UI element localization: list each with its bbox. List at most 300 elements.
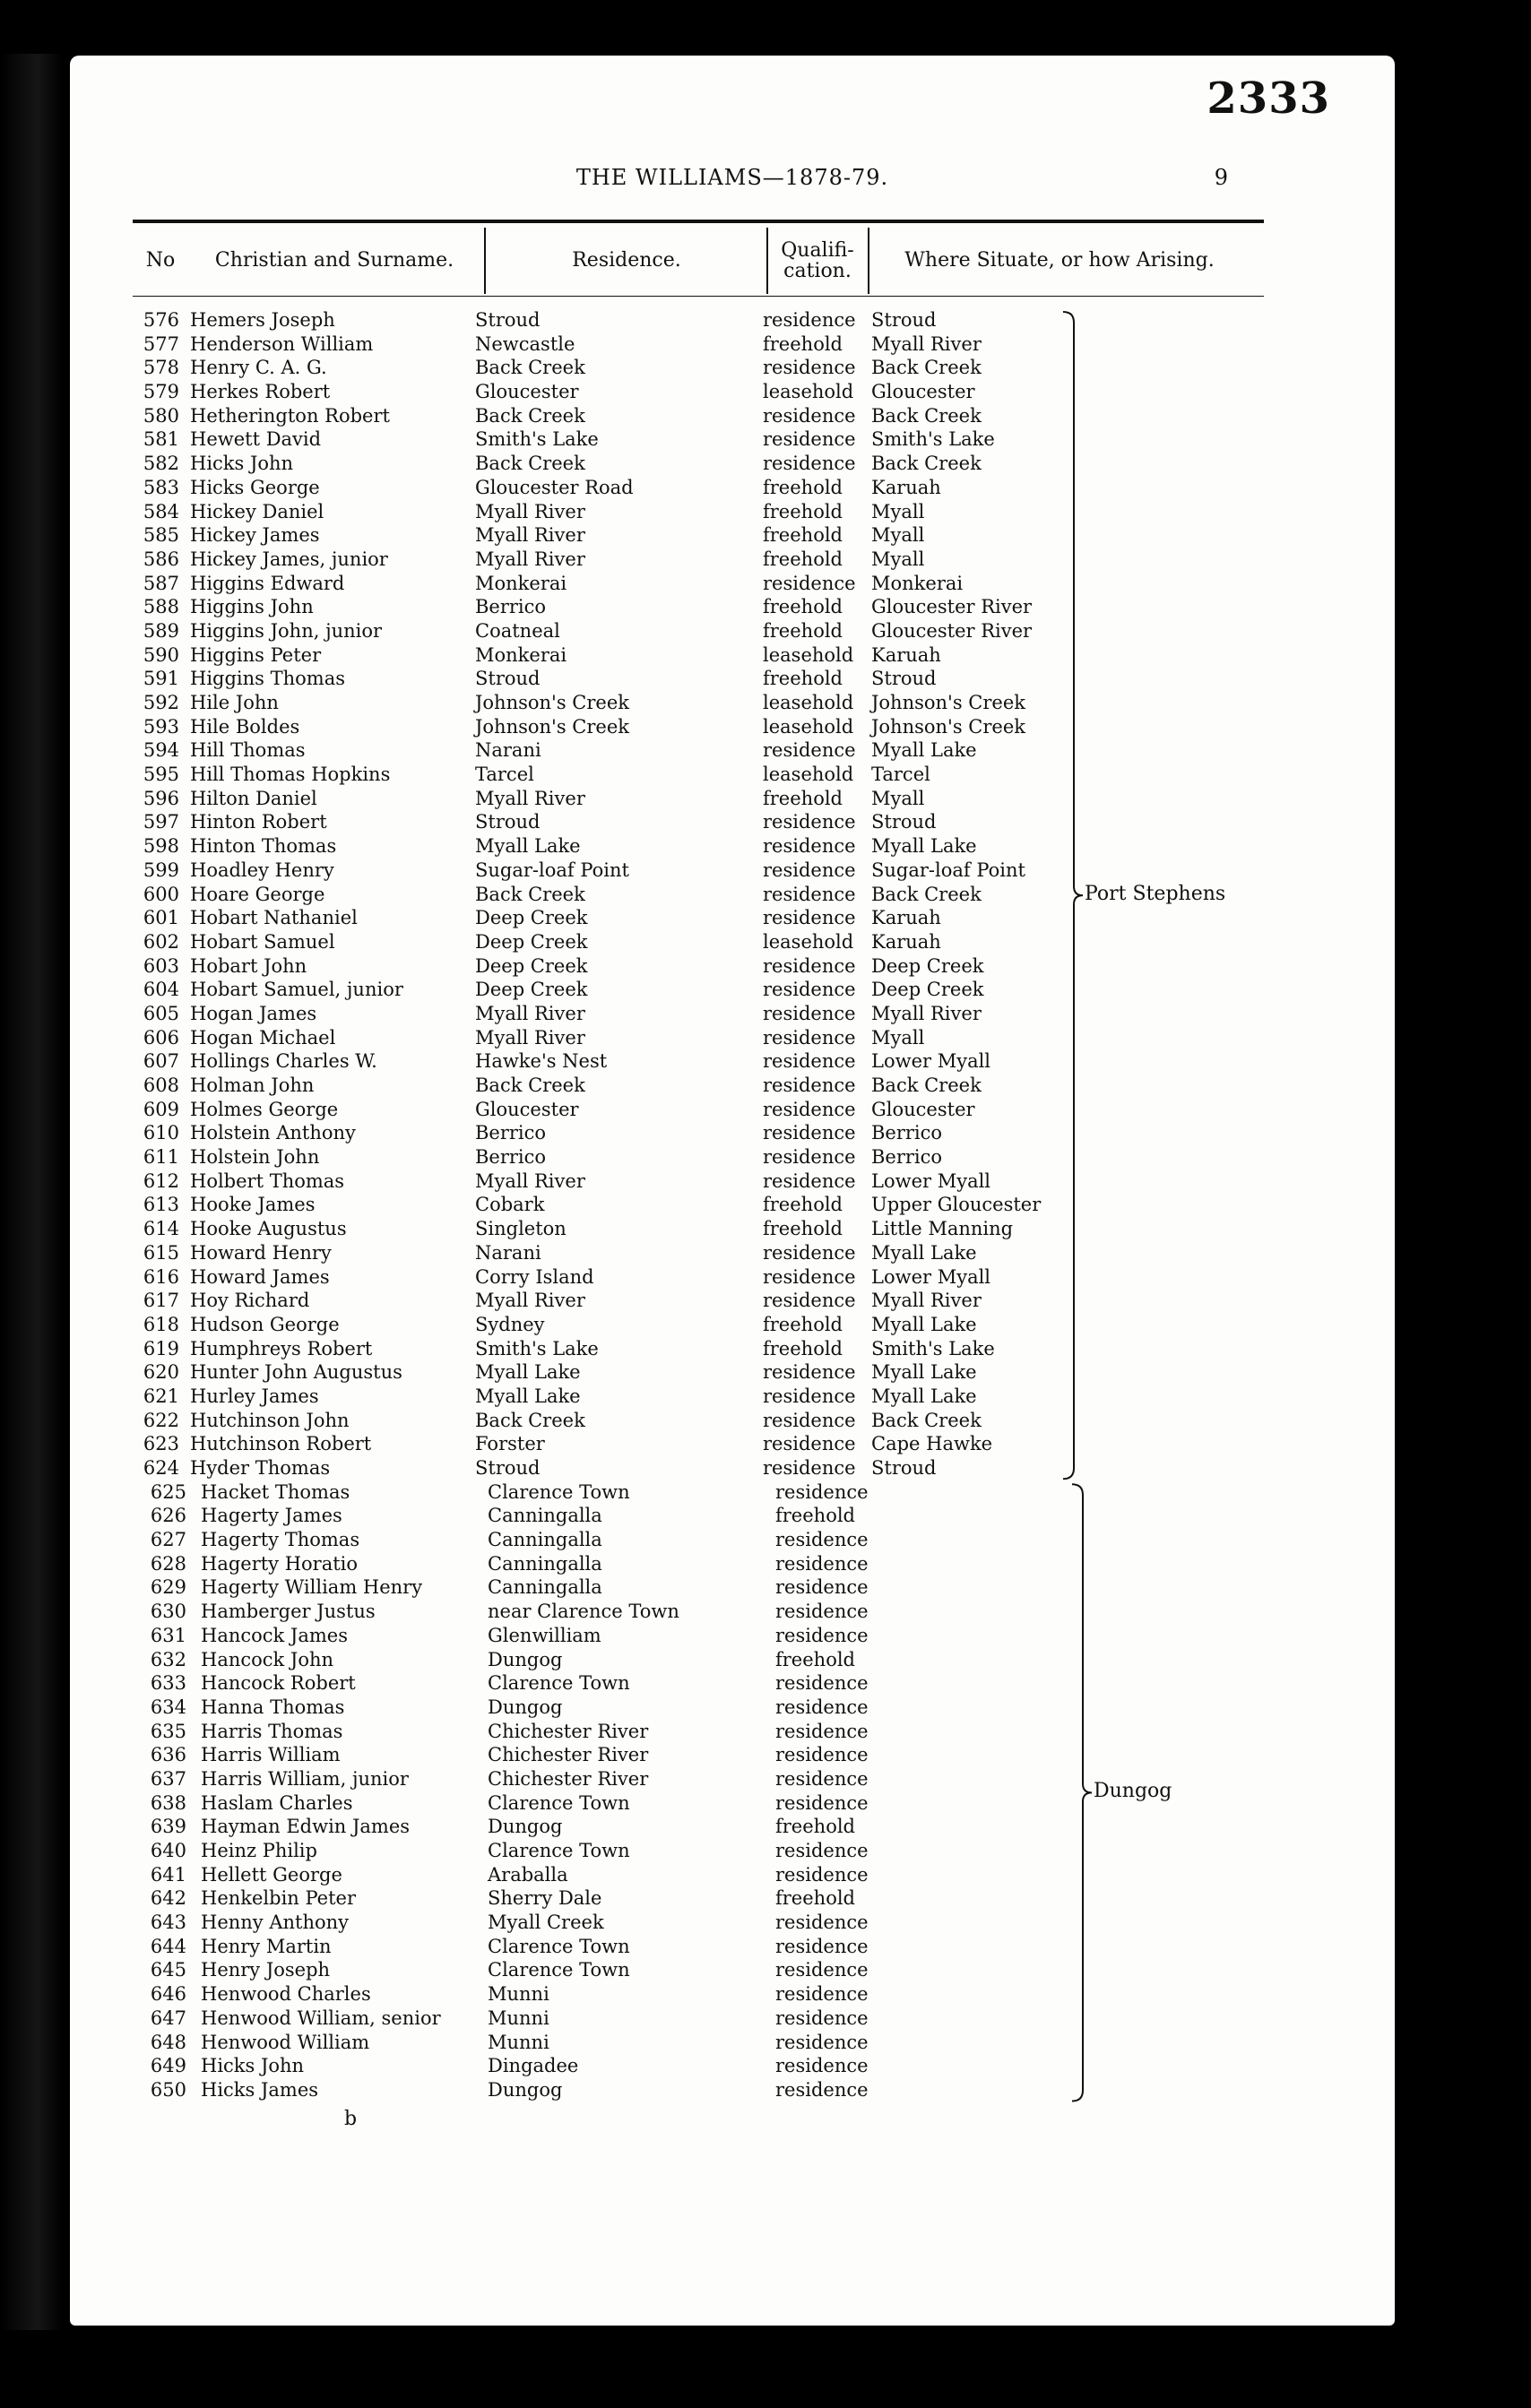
column-header-residence: Residence. xyxy=(572,249,681,272)
entry-residence: Myall River xyxy=(475,524,585,547)
entry-name: Howard Henry xyxy=(190,1241,332,1264)
entry-qualification: freehold xyxy=(763,1194,843,1216)
entry-number: 595 xyxy=(143,764,179,786)
entry-number: 591 xyxy=(143,668,179,690)
entry-qualification: residence xyxy=(763,428,856,451)
entry-residence: Myall River xyxy=(475,1169,585,1192)
entry-where-situate: Myall River xyxy=(871,332,982,355)
entry-number: 586 xyxy=(143,548,179,570)
header-bottom-rule xyxy=(133,296,1264,297)
entry-where-situate: Myall Lake xyxy=(871,1361,977,1384)
entry-qualification: residence xyxy=(775,1601,869,1623)
entry-where-situate: Little Manning xyxy=(871,1218,1014,1240)
entry-residence: Monkerai xyxy=(475,643,567,666)
entry-qualification: residence xyxy=(763,1050,856,1073)
entry-name: Henwood William xyxy=(201,2031,370,2053)
entry-name: Hicks James xyxy=(201,2078,319,2101)
entry-number: 606 xyxy=(143,1026,179,1049)
entry-qualification: freehold xyxy=(763,787,843,809)
entry-name: Hobart Samuel, junior xyxy=(190,979,403,1001)
table-row xyxy=(70,1696,1395,1720)
entry-residence: Myall River xyxy=(475,1026,585,1049)
table-row xyxy=(70,1337,1395,1361)
entry-residence: Back Creek xyxy=(475,357,585,379)
entry-residence: Dungog xyxy=(488,1696,563,1718)
entry-number: 587 xyxy=(143,572,179,594)
entry-where-situate: Gloucester River xyxy=(871,596,1033,618)
entry-where-situate: Stroud xyxy=(871,668,937,690)
entry-qualification: residence xyxy=(763,859,856,881)
entry-where-situate: Karuah xyxy=(871,643,941,666)
entry-number: 605 xyxy=(143,1002,179,1024)
entry-number: 579 xyxy=(143,381,179,403)
column-divider xyxy=(484,228,486,294)
entry-number: 626 xyxy=(150,1505,186,1527)
entry-qualification: residence xyxy=(763,1075,856,1096)
entry-residence: Johnson's Creek xyxy=(475,715,629,738)
entry-name: Hetherington Robert xyxy=(190,404,390,427)
entry-qualification: residence xyxy=(763,1146,856,1169)
table-row xyxy=(70,1265,1395,1290)
table-row xyxy=(70,1743,1395,1767)
entry-name: Henry Martin xyxy=(201,1935,332,1957)
entry-residence: Canningalla xyxy=(488,1529,602,1551)
entry-qualification: residence xyxy=(775,1624,869,1646)
entry-name: Hickey Daniel xyxy=(190,500,324,522)
table-row xyxy=(70,1074,1395,1098)
entry-number: 634 xyxy=(150,1696,186,1718)
entry-where-situate: Back Creek xyxy=(871,883,982,905)
entry-name: Hoare George xyxy=(190,883,325,905)
entry-number: 608 xyxy=(143,1075,179,1096)
entry-name: Hobart John xyxy=(190,954,307,977)
entry-residence: Back Creek xyxy=(475,1075,585,1096)
table-row xyxy=(70,1385,1395,1409)
entry-residence: Myall Creek xyxy=(488,1912,604,1934)
entry-residence: Araballa xyxy=(488,1863,568,1886)
entry-qualification: residence xyxy=(775,2007,869,2029)
table-row xyxy=(70,2007,1395,2031)
entry-qualification: residence xyxy=(763,1026,856,1049)
entry-number: 590 xyxy=(143,643,179,666)
entry-name: Henry Joseph xyxy=(201,1959,331,1981)
entry-residence: Myall River xyxy=(475,787,585,809)
entry-number: 597 xyxy=(143,811,179,833)
entry-where-situate: Myall Lake xyxy=(871,1241,977,1264)
entry-residence: Stroud xyxy=(475,668,541,690)
table-row xyxy=(70,1528,1395,1552)
table-row xyxy=(70,1193,1395,1217)
entry-qualification: residence xyxy=(775,1912,869,1934)
table-row xyxy=(70,404,1395,428)
entry-qualification: leasehold xyxy=(763,381,854,403)
entry-qualification: residence xyxy=(775,1840,869,1861)
entry-number: 646 xyxy=(150,1983,186,2006)
entry-number: 632 xyxy=(150,1648,186,1670)
entry-name: Hagerty William Henry xyxy=(201,1576,423,1599)
entry-where-situate: Deep Creek xyxy=(871,954,984,977)
entry-where-situate: Cape Hawke xyxy=(871,1433,993,1455)
entry-name: Hinton Robert xyxy=(190,811,327,833)
entry-qualification: residence xyxy=(763,979,856,1001)
entry-where-situate: Myall xyxy=(871,524,925,547)
entry-name: Hutchinson John xyxy=(190,1409,350,1431)
entry-number: 619 xyxy=(143,1337,179,1359)
entry-qualification: residence xyxy=(763,1361,856,1384)
entry-where-situate: Back Creek xyxy=(871,357,982,379)
entry-number: 612 xyxy=(143,1169,179,1192)
table-row xyxy=(70,1289,1395,1313)
entry-name: Hancock John xyxy=(201,1648,334,1670)
page-edge-shadow xyxy=(0,54,63,2330)
entry-where-situate: Stroud xyxy=(871,309,937,331)
entry-where-situate: Johnson's Creek xyxy=(871,715,1025,738)
entry-name: Heinz Philip xyxy=(201,1840,317,1861)
table-row xyxy=(70,476,1395,500)
entry-name: Hooke James xyxy=(190,1194,316,1216)
entry-where-situate: Monkerai xyxy=(871,572,964,594)
table-row xyxy=(70,954,1395,979)
entry-qualification: residence xyxy=(763,572,856,594)
entry-name: Hilton Daniel xyxy=(190,787,317,809)
entry-name: Haslam Charles xyxy=(201,1791,353,1814)
table-row xyxy=(70,1026,1395,1050)
entry-residence: Sugar-loaf Point xyxy=(475,859,629,881)
entry-name: Henderson William xyxy=(190,332,374,355)
entry-name: Henry C. A. G. xyxy=(190,357,327,379)
table-row xyxy=(70,332,1395,357)
entry-residence: Myall Lake xyxy=(475,1385,581,1407)
entry-residence: Deep Creek xyxy=(475,930,588,953)
entry-number: 599 xyxy=(143,859,179,881)
entry-number: 640 xyxy=(150,1840,186,1861)
entry-where-situate: Johnson's Creek xyxy=(871,692,1025,713)
entry-residence: Myall River xyxy=(475,500,585,522)
entry-number: 617 xyxy=(143,1290,179,1312)
entry-residence: Deep Creek xyxy=(475,907,588,929)
table-row xyxy=(70,1480,1395,1505)
entry-qualification: freehold xyxy=(775,1816,855,1838)
entry-qualification: freehold xyxy=(775,1505,855,1527)
entry-name: Hicks George xyxy=(190,476,320,498)
entry-where-situate: Myall xyxy=(871,787,925,809)
entry-where-situate: Back Creek xyxy=(871,1409,982,1431)
entry-residence: Munni xyxy=(488,1983,549,2006)
entry-number: 581 xyxy=(143,428,179,451)
table-row xyxy=(70,1575,1395,1600)
entry-residence: Johnson's Creek xyxy=(475,692,629,713)
entry-where-situate: Gloucester River xyxy=(871,619,1033,642)
entry-name: Hudson George xyxy=(190,1313,340,1335)
entry-name: Hewett David xyxy=(190,428,322,451)
entry-name: Holman John xyxy=(190,1075,315,1096)
table-row xyxy=(70,1217,1395,1241)
table-row xyxy=(70,1049,1395,1074)
entry-residence: Canningalla xyxy=(488,1552,602,1575)
table-row xyxy=(70,1241,1395,1265)
entry-name: Hogan James xyxy=(190,1002,317,1024)
entry-name: Hurley James xyxy=(190,1385,319,1407)
entry-name: Humphreys Robert xyxy=(190,1337,373,1359)
entry-where-situate: Myall Lake xyxy=(871,835,977,858)
entry-residence: Stroud xyxy=(475,1457,541,1479)
entry-name: Hill Thomas xyxy=(190,739,306,762)
entry-name: Hill Thomas Hopkins xyxy=(190,764,391,786)
entry-where-situate: Karuah xyxy=(871,930,941,953)
entry-qualification: residence xyxy=(763,1122,856,1144)
entry-name: Hagerty James xyxy=(201,1505,342,1527)
entry-name: Holstein John xyxy=(190,1146,320,1169)
entry-where-situate: Gloucester xyxy=(871,1098,975,1120)
table-row xyxy=(70,2054,1395,2078)
entry-name: Hile Boldes xyxy=(190,715,300,738)
table-row xyxy=(70,1982,1395,2007)
entry-qualification: freehold xyxy=(763,332,843,355)
entry-where-situate: Myall Lake xyxy=(871,739,977,762)
table-row xyxy=(70,738,1395,763)
entry-where-situate: Myall xyxy=(871,1026,925,1049)
entry-residence: Berrico xyxy=(475,1122,547,1144)
entry-residence: Dingadee xyxy=(488,2055,579,2077)
entry-residence: Clarence Town xyxy=(488,1840,630,1861)
entry-number: 616 xyxy=(143,1265,179,1288)
entry-number: 629 xyxy=(150,1576,186,1599)
column-header-no: No xyxy=(145,249,176,272)
entry-qualification: residence xyxy=(763,404,856,427)
entry-number: 645 xyxy=(150,1959,186,1981)
entry-number: 623 xyxy=(143,1433,179,1455)
entry-number: 589 xyxy=(143,619,179,642)
entry-residence: Clarence Town xyxy=(488,1791,630,1814)
entry-qualification: residence xyxy=(763,1433,856,1455)
entry-qualification: residence xyxy=(775,1696,869,1718)
table-row xyxy=(70,1409,1395,1433)
entry-qualification: freehold xyxy=(763,1313,843,1335)
entry-number: 627 xyxy=(150,1529,186,1551)
entry-name: Hickey James xyxy=(190,524,320,547)
entry-qualification: residence xyxy=(775,1720,869,1742)
entry-where-situate: Smith's Lake xyxy=(871,1337,995,1359)
entry-name: Hagerty Horatio xyxy=(201,1552,359,1575)
entry-name: Hickey James, junior xyxy=(190,548,388,570)
entry-qualification: residence xyxy=(763,835,856,858)
entry-number: 628 xyxy=(150,1552,186,1575)
entry-name: Higgins Edward xyxy=(190,572,345,594)
entry-name: Hyder Thomas xyxy=(190,1457,331,1479)
entry-name: Hagerty Thomas xyxy=(201,1529,360,1551)
entry-name: Hobart Nathaniel xyxy=(190,907,358,929)
entry-residence: Berrico xyxy=(475,596,547,618)
table-row xyxy=(70,452,1395,476)
entry-residence: Deep Creek xyxy=(475,954,588,977)
entry-qualification: residence xyxy=(763,1457,856,1479)
entry-residence: Smith's Lake xyxy=(475,428,599,451)
table-row xyxy=(70,859,1395,883)
entry-residence: Dungog xyxy=(488,1648,563,1670)
table-row xyxy=(70,834,1395,859)
entry-qualification: residence xyxy=(763,1265,856,1288)
entry-qualification: residence xyxy=(775,1959,869,1981)
table-row xyxy=(70,1815,1395,1839)
table-row xyxy=(70,1145,1395,1169)
entry-residence: Myall River xyxy=(475,1290,585,1312)
entry-number: 639 xyxy=(150,1816,186,1838)
entry-qualification: freehold xyxy=(763,619,843,642)
entry-where-situate: Berrico xyxy=(871,1122,943,1144)
entry-number: 650 xyxy=(150,2078,186,2101)
table-row xyxy=(70,500,1395,524)
entry-number: 615 xyxy=(143,1241,179,1264)
table-row xyxy=(70,380,1395,404)
entry-where-situate: Gloucester xyxy=(871,381,975,403)
entry-qualification: residence xyxy=(763,357,856,379)
entry-number: 637 xyxy=(150,1767,186,1790)
table-row xyxy=(70,1648,1395,1672)
entry-name: Hinton Thomas xyxy=(190,835,337,858)
entry-where-situate: Myall xyxy=(871,548,925,570)
entry-residence: Tarcel xyxy=(475,764,534,786)
header-top-rule xyxy=(133,220,1264,223)
entry-name: Hutchinson Robert xyxy=(190,1433,372,1455)
entry-number: 638 xyxy=(150,1791,186,1814)
entry-name: Hemers Joseph xyxy=(190,309,335,331)
entry-qualification: residence xyxy=(775,2031,869,2053)
entry-qualification: residence xyxy=(775,1935,869,1957)
entry-qualification: freehold xyxy=(763,668,843,690)
entry-where-situate: Karuah xyxy=(871,476,941,498)
entry-name: Hooke Augustus xyxy=(190,1218,347,1240)
entry-qualification: freehold xyxy=(763,1218,843,1240)
entry-qualification: residence xyxy=(775,1529,869,1551)
entry-qualification: residence xyxy=(763,883,856,905)
entry-where-situate: Lower Myall xyxy=(871,1265,991,1288)
table-row xyxy=(70,356,1395,380)
entry-residence: near Clarence Town xyxy=(488,1601,679,1623)
entry-number: 609 xyxy=(143,1098,179,1120)
entry-qualification: leasehold xyxy=(763,715,854,738)
table-row xyxy=(70,595,1395,619)
entry-residence: Myall River xyxy=(475,548,585,570)
entry-residence: Newcastle xyxy=(475,332,575,355)
table-row xyxy=(70,1313,1395,1337)
entry-name: Harris William, junior xyxy=(201,1767,409,1790)
table-row xyxy=(70,1432,1395,1456)
entry-residence: Canningalla xyxy=(488,1576,602,1599)
entry-residence: Back Creek xyxy=(475,883,585,905)
table-row xyxy=(70,523,1395,548)
table-row xyxy=(70,1002,1395,1026)
entry-residence: Sherry Dale xyxy=(488,1887,602,1910)
entry-number: 602 xyxy=(143,930,179,953)
table-row xyxy=(70,667,1395,691)
entry-name: Hile John xyxy=(190,692,279,713)
entry-name: Harris Thomas xyxy=(201,1720,343,1742)
table-row xyxy=(70,1552,1395,1576)
table-row xyxy=(70,715,1395,739)
entry-residence: Smith's Lake xyxy=(475,1337,599,1359)
entry-name: Hanna Thomas xyxy=(201,1696,345,1718)
entry-residence: Myall Lake xyxy=(475,835,581,858)
signature-mark: b xyxy=(344,2108,358,2130)
table-row xyxy=(70,2078,1395,2102)
entry-residence: Monkerai xyxy=(475,572,567,594)
entry-residence: Narani xyxy=(475,1241,541,1264)
entry-qualification: residence xyxy=(775,1552,869,1575)
page-number: 2333 xyxy=(1207,73,1330,124)
table-row xyxy=(70,572,1395,596)
entry-residence: Deep Creek xyxy=(475,979,588,1001)
entry-where-situate: Back Creek xyxy=(871,1075,982,1096)
table-row xyxy=(70,1600,1395,1624)
entry-number: 578 xyxy=(143,357,179,379)
entry-name: Hunter John Augustus xyxy=(190,1361,402,1384)
entry-residence: Hawke's Nest xyxy=(475,1050,608,1073)
entry-name: Hoy Richard xyxy=(190,1290,310,1312)
entry-residence: Cobark xyxy=(475,1194,545,1216)
entry-number: 647 xyxy=(150,2007,186,2029)
entry-number: 649 xyxy=(150,2055,186,2077)
table-row xyxy=(70,619,1395,643)
table-row xyxy=(70,1624,1395,1648)
entry-where-situate: Sugar-loaf Point xyxy=(871,859,1025,881)
entry-name: Higgins John, junior xyxy=(190,619,383,642)
table-row xyxy=(70,906,1395,930)
table-row xyxy=(70,930,1395,954)
entry-name: Henwood William, senior xyxy=(201,2007,441,2029)
table-row xyxy=(70,763,1395,787)
entry-where-situate: Berrico xyxy=(871,1146,943,1169)
entry-qualification: residence xyxy=(763,1290,856,1312)
entry-qualification: residence xyxy=(763,1241,856,1264)
entry-where-situate: Myall Lake xyxy=(871,1385,977,1407)
entry-residence: Chichester River xyxy=(488,1720,649,1742)
entry-qualification: residence xyxy=(763,453,856,475)
entry-number: 585 xyxy=(143,524,179,547)
entry-qualification: freehold xyxy=(775,1648,855,1670)
entry-name: Hicks John xyxy=(201,2055,305,2077)
entry-qualification: residence xyxy=(763,1409,856,1431)
entry-qualification: residence xyxy=(763,1385,856,1407)
entry-where-situate: Tarcel xyxy=(871,764,930,786)
entry-number: 611 xyxy=(143,1146,179,1169)
table-row xyxy=(70,787,1395,811)
entry-number: 603 xyxy=(143,954,179,977)
entry-residence: Dungog xyxy=(488,2078,563,2101)
entry-where-situate: Karuah xyxy=(871,907,941,929)
entry-number: 624 xyxy=(143,1457,179,1479)
entry-residence: Gloucester xyxy=(475,1098,579,1120)
entry-name: Hicks John xyxy=(190,453,294,475)
entry-name: Holbert Thomas xyxy=(190,1169,345,1192)
group-label-dungog: Dungog xyxy=(1094,1780,1172,1803)
entry-name: Howard James xyxy=(190,1265,330,1288)
entry-residence: Back Creek xyxy=(475,453,585,475)
entry-name: Hogan Michael xyxy=(190,1026,336,1049)
entry-qualification: residence xyxy=(775,1576,869,1599)
entry-where-situate: Back Creek xyxy=(871,453,982,475)
entry-qualification: freehold xyxy=(763,500,843,522)
entry-where-situate: Back Creek xyxy=(871,404,982,427)
entry-name: Henny Anthony xyxy=(201,1912,350,1934)
entry-residence: Chichester River xyxy=(488,1767,649,1790)
document-page xyxy=(70,56,1395,2326)
entry-where-situate: Myall Lake xyxy=(871,1313,977,1335)
entry-number: 610 xyxy=(143,1122,179,1144)
entry-qualification: residence xyxy=(775,1863,869,1886)
entry-residence: Coatneal xyxy=(475,619,560,642)
entry-number: 576 xyxy=(143,309,179,331)
entry-number: 635 xyxy=(150,1720,186,1742)
